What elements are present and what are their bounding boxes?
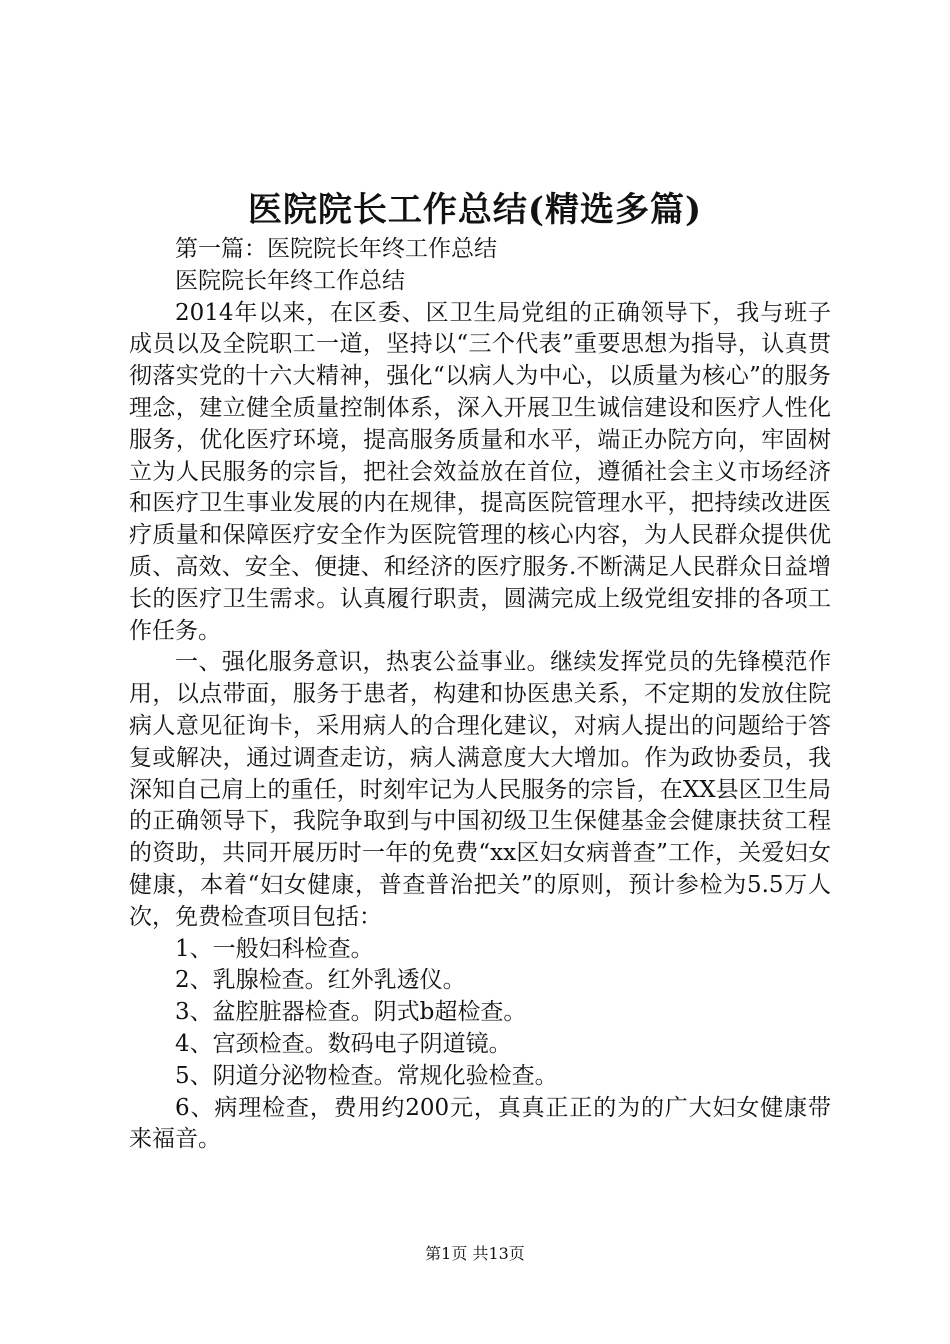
document-title: 医院院长工作总结(精选多篇) bbox=[247, 190, 703, 230]
list-item: 1、一般妇科检查。 bbox=[175, 935, 374, 962]
page-footer: 第1页 共13页 bbox=[425, 1244, 525, 1263]
body-paragraph: 2014年以来，在区委、区卫生局党组的正确领导下，我与班子成员以及全院职工一道，坚持以“三个代表”重要思想为指导，认真贯彻落实党的十六大精神，强化“以病人为中心，以质量为核心”的服务理念，建立健全质量控制体系，深入开展卫生诚信建设和医疗人性化服务，优化医疗环境，提高服务质量和水平，端正办院方向，牢固树立为人民服务的宗旨，把社会效益放在首位，遵循社会主义市场经济和医疗卫生事业发展的内在规律，提高医院管理水平，把持续改进医疗质量和保障医疗安全作为医院管理的核心内容，为人民群众提供优质、高效、安全、便捷、和经济的医疗服务.不断满足人民群众日益增长的医疗卫生需求。认真履行职责，圆满完成上级党组安排的各项工作任务。 bbox=[129, 299, 831, 644]
list-item: 5、阴道分泌物检查。常规化验检查。 bbox=[175, 1062, 558, 1089]
subsection-heading: 医院院长年终工作总结 bbox=[175, 267, 405, 294]
section-heading: 第一篇：医院院长年终工作总结 bbox=[175, 236, 497, 262]
list-item: 3、盆腔脏器检查。阴式b超检查。 bbox=[175, 999, 527, 1026]
list-item: 4、宫颈检查。数码电子阴道镜。 bbox=[175, 1030, 512, 1057]
body-paragraph: 一、强化服务意识，热衷公益事业。继续发挥党员的先锋模范作用，以点带面，服务于患者，构建和协医患关系，不定期的发放住院病人意见征询卡，采用病人的合理化建议，对病人提出的问题给于答复或解决，通过调查走访，病人满意度大大增加。作为政协委员，我深知自己肩上的重任，时刻牢记为人民服务的宗旨，在XX县区卫生局的正确领导下，我院争取到与中国初级卫生保健基金会健康扶贫工程的资助，共同开展历时一年的免费“xx区妇女病普查”工作，关爱妇女健康，本着“妇女健康，普查普治把关”的原则，预计参检为5.5万人次，免费检查项目包括： bbox=[129, 649, 831, 930]
document-body bbox=[129, 234, 831, 1156]
list-item: 2、乳腺检查。红外乳透仪。 bbox=[175, 967, 466, 994]
list-item: 6、病理检查，费用约200元，真真正正的为的广大妇女健康带来福音。 bbox=[129, 1094, 831, 1153]
